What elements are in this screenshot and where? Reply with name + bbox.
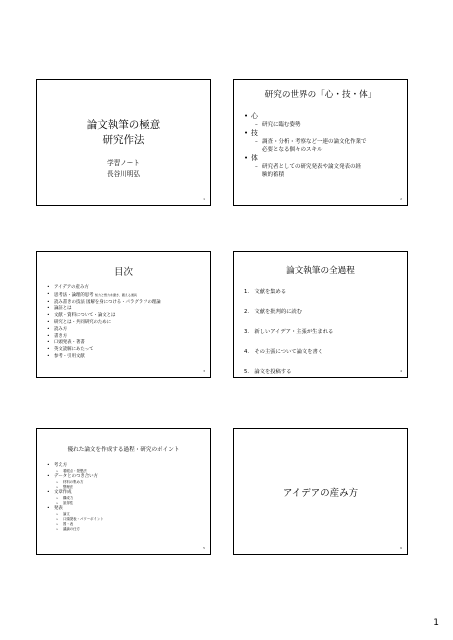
bullet-item: • データとのつき合い方 ➢ 材料の集め方 ➢ 整理法: [47, 474, 204, 490]
sub-item: – 研究者としての研究発表や論文発表の経 験的蓄積: [255, 163, 401, 179]
slide-subtitle: [37, 158, 210, 180]
process-step: 5. 論文を投稿する: [244, 369, 292, 375]
sub-item: ➢ 構成力: [56, 496, 204, 501]
toc-item-note: 知力と想力を磨き、鍛える道具: [94, 292, 137, 297]
slide-number: 5: [203, 546, 205, 550]
sub-item: ➢ 口頭発表・パワーポイント: [56, 517, 204, 522]
toc-item: • 英文読解にあたって: [47, 347, 204, 354]
process-step: 2. 文献を批判的に読む: [244, 309, 303, 315]
sub-item: ➢ 材料の集め方: [56, 480, 204, 485]
toc-item: • 参考・引用文献: [47, 354, 204, 361]
bullet-item: • 体 – 研究者としての研究発表や論文発表の経 験的蓄積: [244, 154, 401, 179]
subtitle-line-1: 学習ノート: [107, 159, 140, 167]
slide-3: [36, 251, 211, 378]
bullet-item: • 考え方 ➢ 着眼点・発想法: [47, 463, 204, 474]
slide-title: [37, 118, 210, 148]
process-steps: [244, 287, 333, 387]
sub-item: – 研究に臨む姿勢: [255, 121, 401, 129]
slide-title: 目次: [113, 267, 133, 278]
bullet-item: • 文章作成 ➢ 構成力 ➢ 説得性: [47, 490, 204, 506]
sub-item: ➢ 整理法: [56, 485, 204, 490]
subtitle-line-2: 長谷川明弘: [107, 170, 140, 178]
toc-item: • 思考法・論理的思考 知力と想力を磨き、鍛える道具: [47, 292, 204, 300]
slide-title: アイデアの産み方: [282, 488, 359, 499]
slide-number: 2: [400, 197, 402, 201]
slide-2: [233, 79, 408, 206]
slide-1: [36, 79, 211, 206]
slide-number: 3: [203, 369, 205, 373]
toc-item: • 読み書きの技法 図解を身につける・パラグラフの理論: [47, 300, 204, 307]
slide-number: 1: [203, 197, 205, 201]
bullet-item: • 心 – 研究に臨む姿勢: [244, 112, 401, 129]
slide-number: 4: [400, 369, 402, 373]
toc-item: • 論証とは: [47, 306, 204, 313]
process-step: 4. その主張について論文を書く: [244, 349, 324, 355]
sub-item: ➢ 論文: [56, 512, 204, 517]
toc-item: • 書き方: [47, 334, 204, 341]
slide-title: 論文執筆の全過程: [286, 266, 355, 276]
slide-title-line-1: 論文執筆の極意: [86, 119, 161, 131]
toc-item: • アイデアの産み方: [47, 285, 204, 292]
toc-item: • 文献・資料について・論文とは: [47, 313, 204, 320]
slide-4: [233, 251, 408, 378]
bullet-item: • 技 – 調査・分析・考察など一連の論文化作業で 必要となる個々のスキル: [244, 129, 401, 154]
sub-item: – 調査・分析・考察など一連の論文化作業で 必要となる個々のスキル: [255, 138, 401, 154]
process-step: 1. 文献を集める: [244, 289, 287, 295]
toc-item: • 読み方: [47, 327, 204, 334]
bullet-item: • 発表 ➢ 論文 ➢ 口頭発表・パワーポイント ➢ 図・表 ➢ 議論の仕方: [47, 506, 204, 532]
sub-item: ➢ 説得性: [56, 501, 204, 506]
slide-title: 研究の世界の「心・技・体」: [264, 90, 377, 100]
slide-bullets: [47, 285, 204, 361]
slide-6: [233, 428, 408, 555]
sub-item: ➢ 図・表: [56, 522, 204, 527]
slide-number: 6: [400, 546, 402, 550]
slide-title: 優れた論文を作成する過程・研究のポイント: [67, 447, 180, 453]
slide-5: [36, 428, 211, 555]
page-number: 1: [433, 618, 439, 628]
toc-item: • 研究とは・共同研究のために: [47, 320, 204, 327]
slide-bullets: [244, 112, 401, 179]
slide-title-line-2: 研究作法: [102, 134, 145, 146]
sub-item: ➢ 着眼点・発想法: [56, 469, 204, 474]
process-step: 3. 新しいアイデア・主張が生まれる: [244, 329, 334, 335]
slide-bullets: [47, 463, 204, 532]
sub-item: ➢ 議論の仕方: [56, 527, 204, 532]
toc-item: • 口頭発表・著書: [47, 340, 204, 347]
